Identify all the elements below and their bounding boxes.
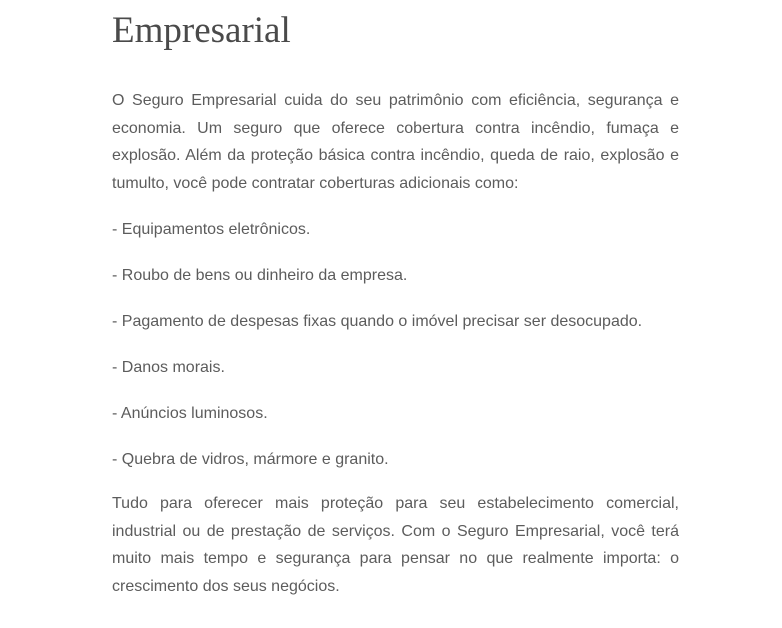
coverage-item: - Roubo de bens ou dinheiro da empresa. (112, 266, 408, 284)
coverage-list (112, 216, 679, 474)
coverage-item: - Pagamento de despesas fixas quando o imóvel precisar ser desocupado. (112, 312, 643, 330)
page-title: Empresarial (112, 10, 291, 51)
coverage-item: - Danos morais. (112, 358, 225, 376)
coverage-item: - Anúncios luminosos. (112, 404, 268, 422)
closing-paragraph: Tudo para oferecer mais proteção para seu estabelecimento comercial, industrial ou de prestação de serviços. Com o Seguro Empresarial, você terá muito mais tempo e segurança para pensar no que realmente importa: o crescimento dos seus negócios. (112, 495, 679, 595)
coverage-item: - Equipamentos eletrônicos. (112, 220, 311, 238)
intro-paragraph: O Seguro Empresarial cuida do seu patrimônio com eficiência, segurança e economia. Um seguro que oferece cobertura contra incêndio, fumaça e explosão. Além da proteção básica contra incêndio, queda de raio, explosão e tumulto, você pode contratar coberturas adicionais como: (112, 92, 679, 192)
article (112, 8, 679, 600)
coverage-item: - Quebra de vidros, mármore e granito. (112, 450, 389, 468)
